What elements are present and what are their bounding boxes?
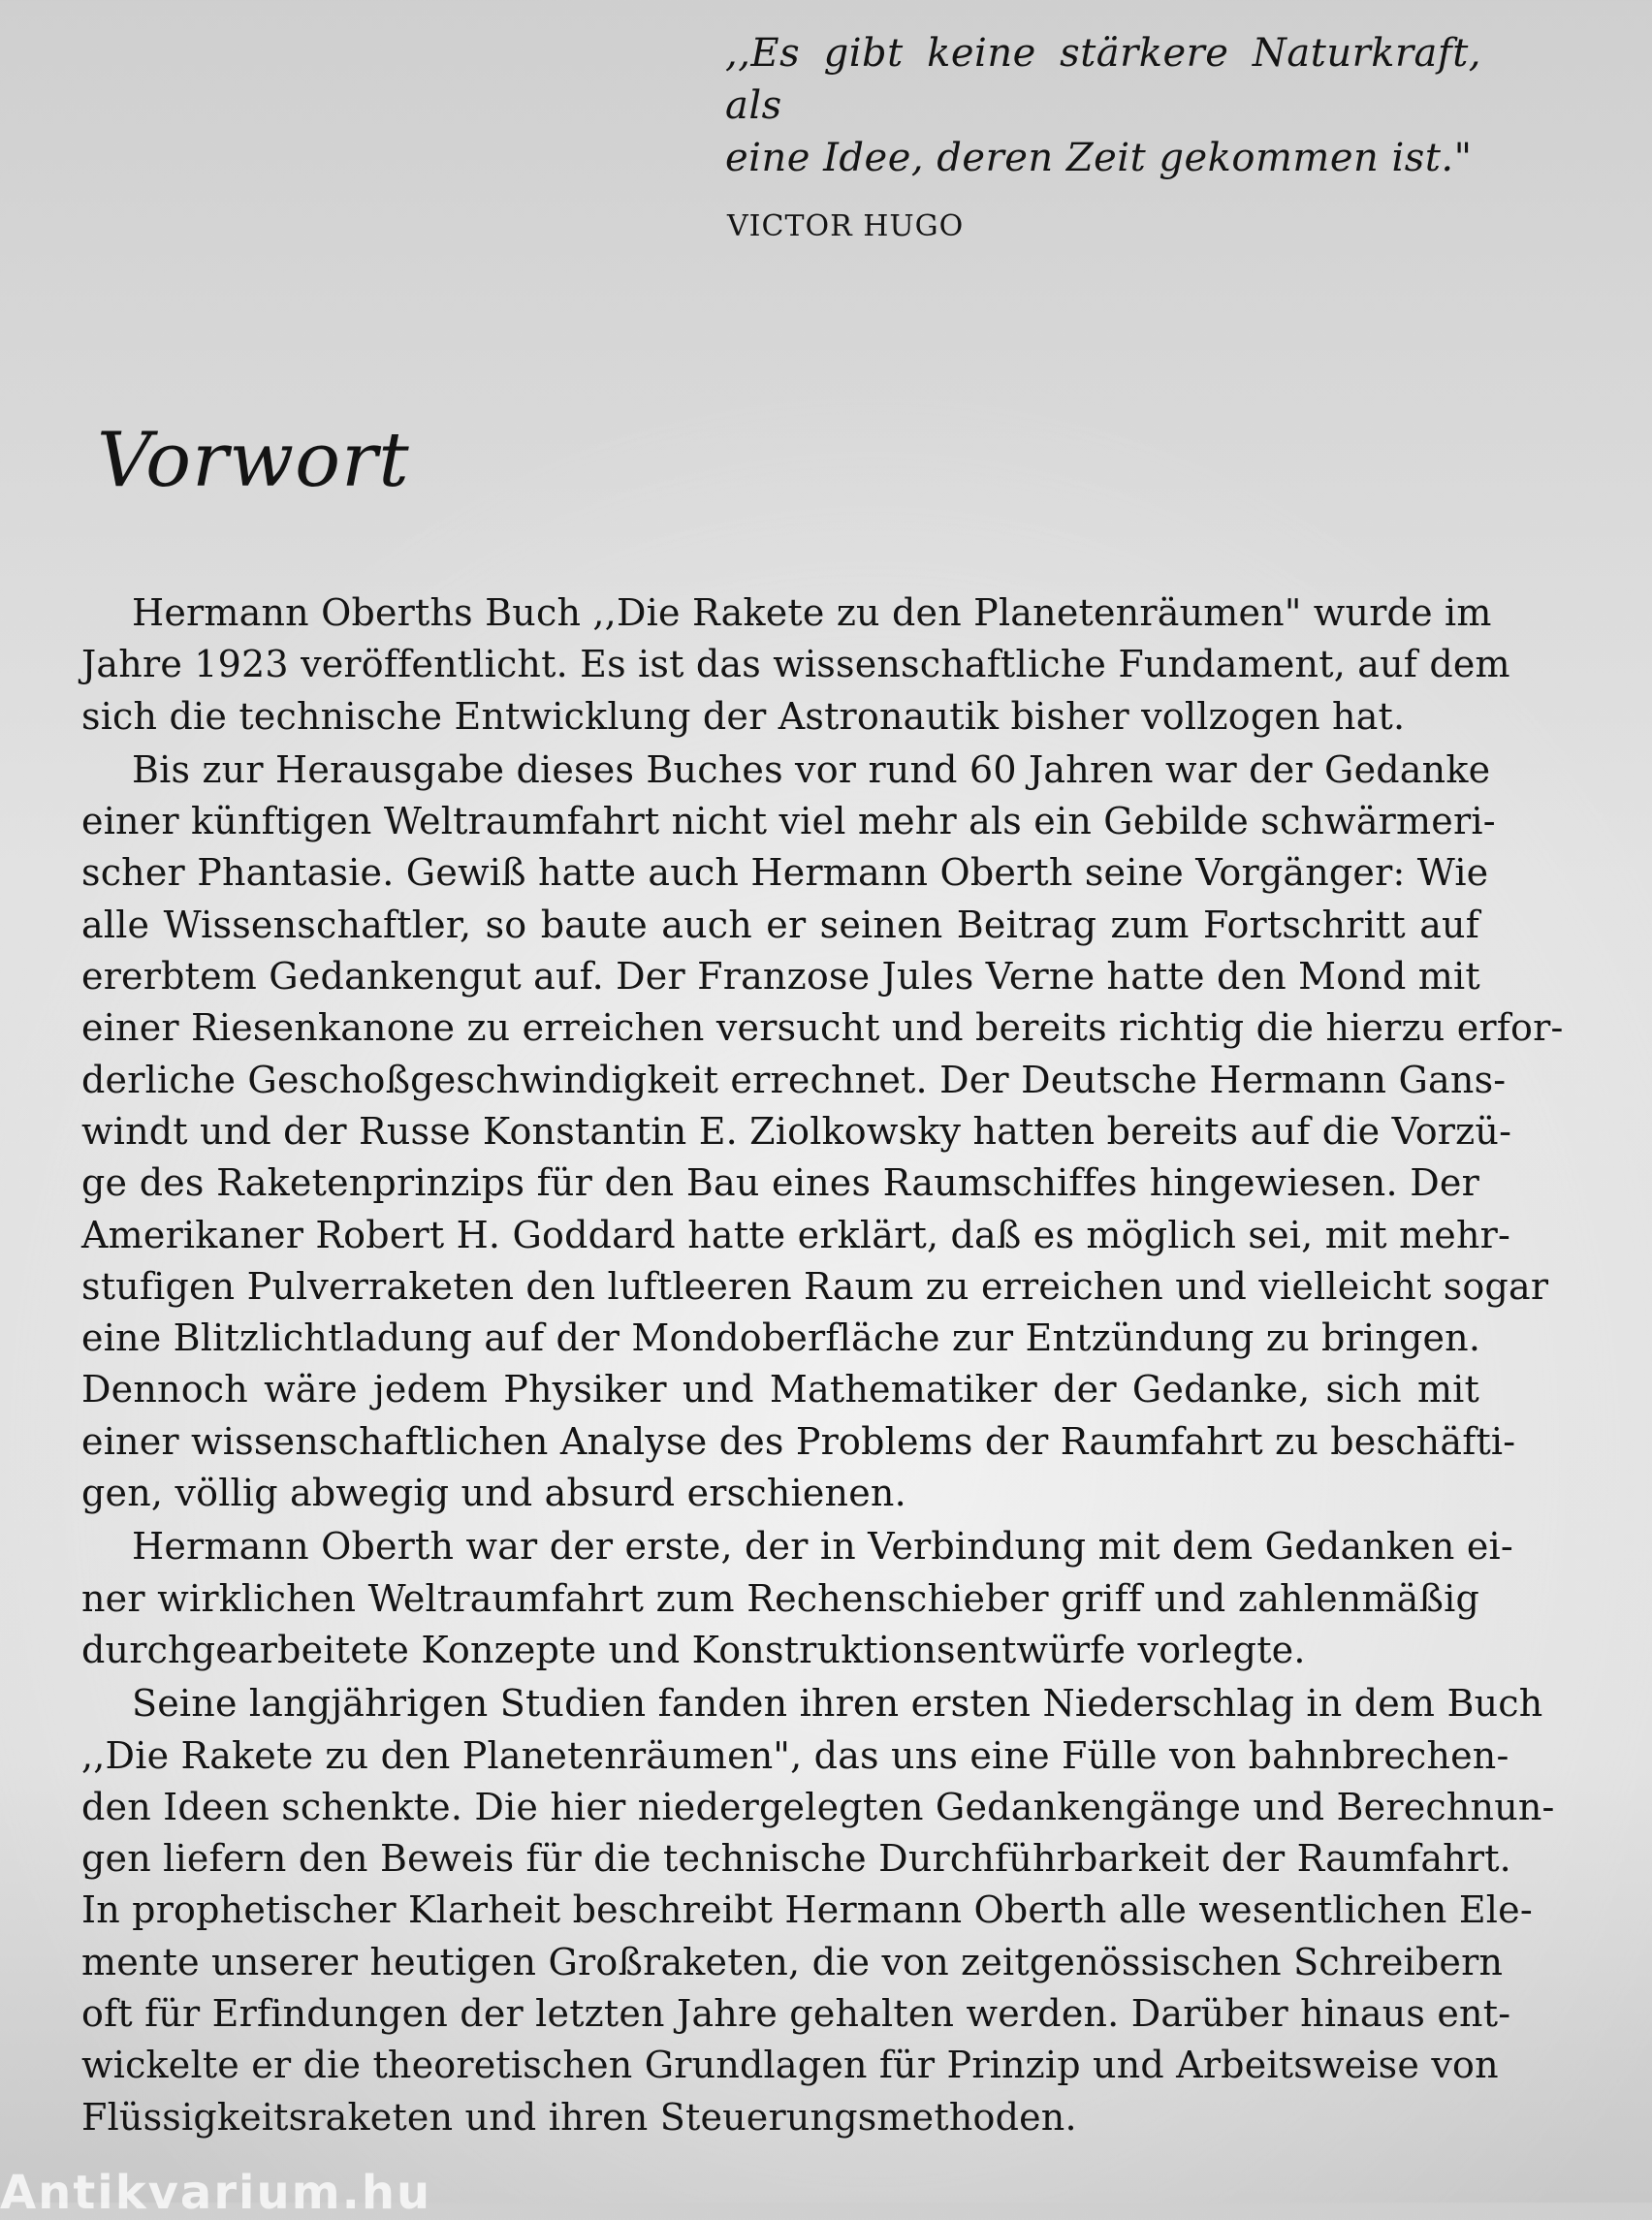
text-line: alle Wissenschaftler, so baute auch er seinen Beitrag zum Fortschritt auf <box>81 903 1479 946</box>
epigraph-author: VICTOR HUGO <box>727 209 965 243</box>
paragraph <box>81 1521 1513 1676</box>
watermark: Antikvarium.hu <box>0 2166 432 2220</box>
text-line: Hermann Oberth war der erste, der in Verbindung mit dem Gedanken ei- <box>132 1525 1513 1569</box>
body-text <box>81 587 1564 2145</box>
text-line: Dennoch wäre jedem Physiker und Mathematiker der Gedanke, sich mit <box>81 1368 1479 1411</box>
text-line: wickelte er die theoretischen Grundlagen für Prinzip und Arbeitsweise von <box>81 2044 1499 2087</box>
text-line: Flüssigkeitsraketen und ihren Steuerungsmethoden. <box>81 2095 1077 2139</box>
paragraph <box>81 587 1510 743</box>
text-line: In prophetischer Klarheit beschreibt Hermann Oberth alle wesentlichen Ele- <box>81 1888 1533 1932</box>
text-line: eine Blitzlichtladung auf der Mondoberfläche zur Entzündung zu bringen. <box>81 1316 1481 1360</box>
epigraph-quote-line: ,,Es gibt keine stärkere Naturkraft, als <box>725 31 1481 128</box>
paragraph <box>81 745 1564 1519</box>
text-line: einer Riesenkanone zu erreichen versucht und bereits richtig die hierzu erfor- <box>81 1006 1564 1050</box>
text-line: einer künftigen Weltraumfahrt nicht viel mehr als ein Gebilde schwärmeri- <box>81 800 1496 843</box>
text-line: scher Phantasie. Gewiß hatte auch Hermann Oberth seine Vorgänger: Wie <box>81 851 1489 895</box>
text-line: stufigen Pulverraketen den luftleeren Raum zu erreichen und vielleicht sogar <box>81 1264 1549 1308</box>
epigraph-quote-line: eine Idee, deren Zeit gekommen ist." <box>725 136 1473 180</box>
epigraph-quote <box>725 27 1481 184</box>
text-line: mente unserer heutigen Großraketen, die von zeitgenössischen Schreibern <box>81 1940 1504 1983</box>
text-line: ge des Raketenprinzips für den Bau eines Raumschiffes hingewiesen. Der <box>81 1161 1479 1205</box>
chapter-title: Vorwort <box>97 417 410 504</box>
text-line: ,,Die Rakete zu den Planetenräumen", das uns eine Fülle von bahnbrechen- <box>81 1733 1509 1777</box>
text-line: einer wissenschaftlichen Analyse des Problems der Raumfahrt zu beschäfti- <box>81 1419 1516 1463</box>
text-line: gen, völlig abwegig und absurd erschienen. <box>81 1472 906 1515</box>
text-line: ner wirklichen Weltraumfahrt zum Rechenschieber griff und zahlenmäßig <box>81 1576 1479 1620</box>
text-line: windt und der Russe Konstantin E. Ziolkowsky hatten bereits auf die Vorzü- <box>81 1109 1512 1153</box>
paragraph <box>81 1678 1555 2143</box>
text-line: den Ideen schenkte. Die hier niedergelegten Gedankengänge und Berechnun- <box>81 1785 1555 1828</box>
text-line: Amerikaner Robert H. Goddard hatte erklärt, daß es möglich sei, mit mehr- <box>81 1213 1511 1256</box>
text-line: ererbtem Gedankengut auf. Der Franzose Jules Verne hatte den Mond mit <box>81 955 1480 999</box>
text-line: sich die technische Entwicklung der Astronautik bisher vollzogen hat. <box>81 694 1406 738</box>
text-line: Seine langjährigen Studien fanden ihren ersten Niederschlag in dem Buch <box>132 1682 1543 1726</box>
text-line: gen liefern den Beweis für die technische Durchführbarkeit der Raumfahrt. <box>81 1837 1511 1881</box>
text-line: derliche Geschoßgeschwindigkeit errechnet. Der Deutsche Hermann Gans- <box>81 1058 1507 1101</box>
text-line: Bis zur Herausgabe dieses Buches vor rund 60 Jahren war der Gedanke <box>132 747 1491 791</box>
text-line: durchgearbeitete Konzepte und Konstruktionsentwürfe vorlegte. <box>81 1628 1306 1671</box>
epigraph <box>725 27 1481 243</box>
text-line: oft für Erfindungen der letzten Jahre gehalten werden. Darüber hinaus ent- <box>81 1992 1511 2036</box>
text-line: Jahre 1923 veröffentlicht. Es ist das wissenschaftliche Fundament, auf dem <box>81 643 1510 686</box>
text-line: Hermann Oberths Buch ,,Die Rakete zu den Planetenräumen" wurde im <box>132 591 1492 634</box>
